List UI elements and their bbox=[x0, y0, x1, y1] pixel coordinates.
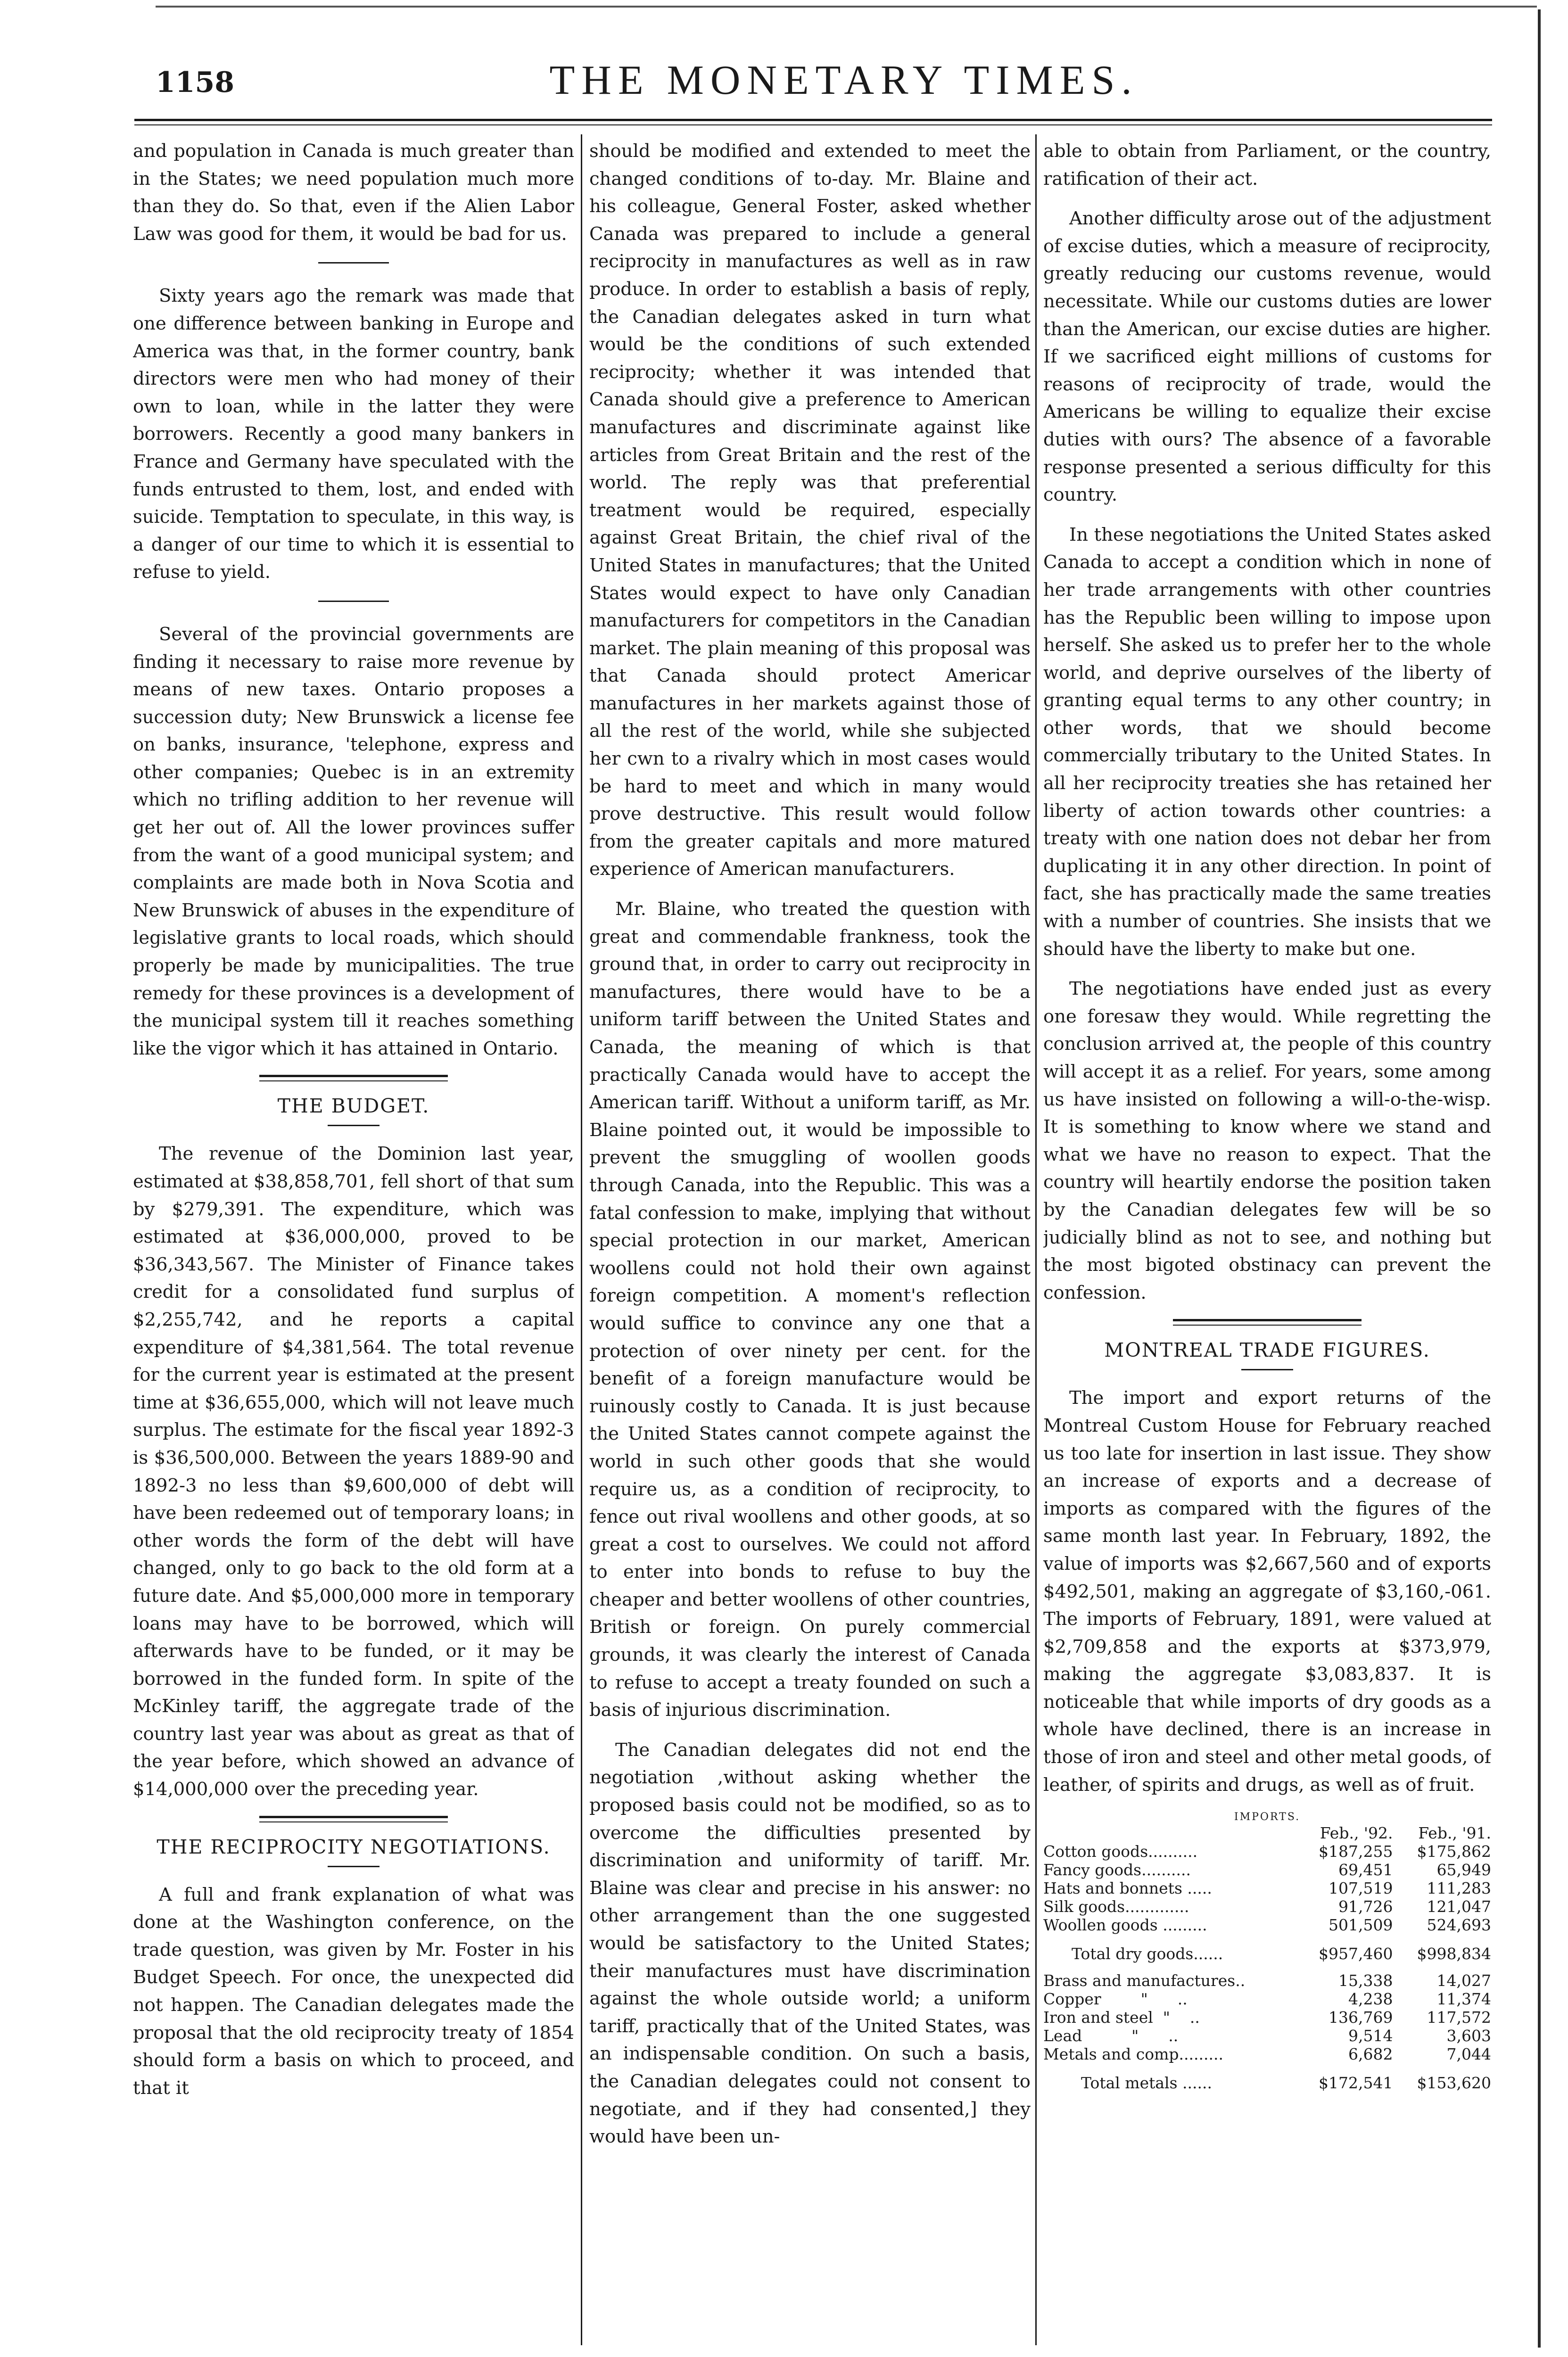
section-title-montreal: MONTREAL TRADE FIGURES. bbox=[1104, 1339, 1430, 1362]
paragraph: A full and frank explanation of what was done at the Washington conference, on the trade question, was given by Mr. Foster in his Budget Speech. For once, the unexpected did not happen. The Canadian delegates made the proposal that the old reciprocity treaty of 1854 should form a basis on which to proceed, and that it bbox=[133, 1884, 574, 2099]
paragraph: and population in Canada is much greater than in the States; we need population much more than they do. So that, even if the Alien Labor Law was good for them, it would be bad for us. bbox=[133, 140, 574, 245]
imports-table bbox=[1043, 1824, 1491, 2092]
table-row bbox=[1043, 2027, 1491, 2045]
column-3 bbox=[1043, 138, 1491, 2347]
row-label: Hats and bonnets ..... bbox=[1043, 1879, 1212, 1898]
cell-value: 14,027 bbox=[1436, 1971, 1491, 1990]
cell-value: 501,509 bbox=[1329, 1916, 1393, 1935]
cell-value: 91,726 bbox=[1338, 1897, 1393, 1916]
paragraph: Several of the provincial governments are finding it necessary to raise more revenue by means of new taxes. Ontario proposes a succession duty; New Brunswick a license fee on banks, insurance, 'telephone, express and other companies; Quebec is in an extremity which no trifling addition to her revenue will get her out of. All the lower provinces suffer from the want of a good municipal system; and complaints are made both in Nova Scotia and New Brunswick of abuses in the expenditure of legislative grants to local roads, which should properly be made by municipalities. The true remedy for these provinces is a development of the municipal system till it reaches something like the vigor which it has attained in Ontario. bbox=[133, 623, 574, 1059]
page-header bbox=[156, 57, 1532, 108]
table-row bbox=[1043, 1990, 1491, 2008]
table-row bbox=[1043, 2045, 1491, 2063]
cell-value: 136,769 bbox=[1329, 2008, 1393, 2027]
table-row bbox=[1043, 1879, 1491, 1897]
column-divider bbox=[1035, 134, 1037, 2345]
cell-value: 111,283 bbox=[1427, 1879, 1491, 1898]
table-row bbox=[1043, 1897, 1491, 1916]
imports-table-title: IMPORTS. bbox=[1234, 1811, 1301, 1823]
column-divider bbox=[581, 134, 582, 2345]
cell-value: 117,572 bbox=[1427, 2008, 1491, 2027]
paragraph: The revenue of the Dominion last year, estimated at $38,858,701, fell short of that sum by $279,391. The expenditure, which was estimated at $36,000,000, proved to be $36,343,567. The Minister of Finance takes credit for a consolidated fund surplus of $2,255,742, and he reports a capital expenditure of $4,381,564. The total revenue for the current year is estimated at the present time at $36,655,000, which will not leave much surplus. The estimate for the fiscal year 1892-3 is $36,500,000. Between the years 1889-90 and 1892-3 no less than $9,600,000 of debt will have been redeemed out of temporary loans; in other words the form of the debt will have changed, only to go back to the old form at a future date. And $5,000,000 more in temporary loans may have to be borrowed, which will afterwards have to be funded, or it may be borrowed in the funded form. In spite of the McKinley tariff, the aggregate trade of the country last year was about as great as that of the year before, which showed an advance of $14,000,000 over the preceding year. bbox=[133, 1143, 574, 1800]
section-title-reciprocity: THE RECIPROCITY NEGOTIATIONS. bbox=[157, 1835, 551, 1858]
cell-value: 524,693 bbox=[1427, 1916, 1491, 1935]
row-label: Lead " .. bbox=[1043, 2027, 1179, 2045]
table-row bbox=[1043, 1842, 1491, 1861]
column-2 bbox=[589, 138, 1031, 2347]
row-label: Copper " .. bbox=[1043, 1990, 1188, 2009]
separator bbox=[318, 262, 389, 264]
masthead: THE MONETARY TIMES. bbox=[549, 58, 1139, 103]
row-label: Total metals ...... bbox=[1081, 2074, 1212, 2093]
cell-value: 11,374 bbox=[1436, 1990, 1491, 2009]
separator bbox=[328, 1125, 380, 1126]
paragraph: Sixty years ago the remark was made that one difference between banking in Europe and America was that, in the former country, bank directors were men who had money of their own to loan, while in the latter they were borrowers. Recently a good many bankers in France and Germany have speculated with the funds entrusted to them, lost, and ended with suicide. Temptation to speculate, in this way, is a danger of our time to which it is essential to refuse to yield. bbox=[133, 285, 574, 583]
section-rule bbox=[259, 1075, 448, 1081]
separator bbox=[1241, 1369, 1293, 1370]
cell-value: $172,541 bbox=[1319, 2074, 1393, 2093]
section-rule bbox=[259, 1816, 448, 1822]
separator bbox=[318, 601, 389, 602]
section-rule bbox=[1173, 1319, 1362, 1326]
cell-value: 121,047 bbox=[1427, 1897, 1491, 1916]
separator bbox=[328, 1866, 380, 1867]
top-border bbox=[156, 6, 1537, 8]
table-header-row bbox=[1043, 1824, 1491, 1842]
header-rule-thin bbox=[134, 124, 1492, 125]
column-header: Feb., '92. bbox=[1320, 1824, 1393, 1843]
table-row bbox=[1043, 1963, 1491, 1990]
table-row bbox=[1043, 1861, 1491, 1879]
paragraph: In these negotiations the United States asked Canada to accept a condition which in none of her trade arrangements with other countries has the Republic been willing to impose upon herself. She asked us to prefer her to the whole world, and deprive ourselves of the liberty of granting equal terms to any other country; in other words, that we should become commercially tributary to the United States. In all her reciprocity treaties she has retained her liberty of action towards other countries: a treaty with one nation does not debar her from duplicating it in any other direction. In point of fact, she has practically made the same treaties with a number of countries. She insists that we should have the liberty to make but one. bbox=[1043, 524, 1491, 960]
row-label: Brass and manufactures.. bbox=[1043, 1971, 1246, 1990]
total-row bbox=[1043, 1934, 1491, 1963]
paragraph: The import and export returns of the Montreal Custom House for February reached us too late for insertion in last issue. They show an increase of exports and a decrease of imports as compared with the figures of the same month last year. In February, 1892, the value of imports was $2,667,560 and of exports $492,501, making an aggregate of $3,160,-061. The imports of February, 1891, were valued at $2,709,858 and the exports at $373,979, making the aggregate $3,083,837. It is noticeable that while imports of dry goods as a whole have declined, there is an increase in those of iron and steel and other metal goods, of leather, of spirits and drugs, as well as of fruit. bbox=[1043, 1387, 1491, 1796]
cell-value: 7,044 bbox=[1446, 2045, 1491, 2064]
cell-value: 65,949 bbox=[1436, 1861, 1491, 1879]
header-rule bbox=[134, 119, 1492, 121]
paragraph: The Canadian delegates did not end the negotiation ,without asking whether the proposed basis could not be modified, so as to overcome the difficulties presented by discrimination and uniformity of tariff. Mr. Blaine was clear and precise in his answer: no other arrangement than the one suggested would be satisfactory to the United States; their manufactures must have discrimination against the whole outside world; a uniform tariff, practically that of the United States, was an indispensable condition. On such a basis, the Canadian delegates could not consent to negotiate, and if they had consented,] they would have been un- bbox=[589, 1739, 1031, 2148]
page-edge-rule bbox=[1538, 9, 1541, 2348]
table-row bbox=[1043, 2008, 1491, 2027]
row-label: Iron and steel " .. bbox=[1043, 2008, 1200, 2027]
row-label: Woollen goods ......... bbox=[1043, 1916, 1207, 1935]
table-row bbox=[1043, 1916, 1491, 1934]
cell-value: 69,451 bbox=[1338, 1861, 1393, 1879]
cell-value: 6,682 bbox=[1348, 2045, 1393, 2064]
cell-value: 4,238 bbox=[1348, 1990, 1393, 2009]
cell-value: 3,603 bbox=[1446, 2027, 1491, 2045]
paragraph: The negotiations have ended just as every one foresaw they would. While regretting the conclusion arrived at, the people of this country will accept it as a relief. For years, some among us have insisted on following a will-o-the-wisp. It is something to know where we stand and what we have no reason to expect. That the country will heartily endorse the position taken by the Canadian delegates few will be so judicially blind as not to see, and nothing but the most bigoted obstinacy can prevent the confession. bbox=[1043, 978, 1491, 1303]
cell-value: 15,338 bbox=[1338, 1971, 1393, 1990]
paragraph: Another difficulty arose out of the adjustment of excise duties, which a measure of reciprocity, greatly reducing our customs revenue, would necessitate. While our customs duties are lower than the American, our excise duties are higher. If we sacrificed eight millions of customs for reasons of reciprocity of trade, would the Americans be willing to equalize their excise duties with ours? The absence of a favorable response presented a serious difficulty for this country. bbox=[1043, 208, 1491, 506]
row-label: Cotton goods.......... bbox=[1043, 1842, 1198, 1861]
cell-value: $175,862 bbox=[1417, 1842, 1491, 1861]
row-label: Metals and comp......... bbox=[1043, 2045, 1223, 2064]
row-label: Fancy goods.......... bbox=[1043, 1861, 1191, 1879]
cell-value: $998,834 bbox=[1417, 1945, 1491, 1963]
paragraph: Mr. Blaine, who treated the question with great and commendable frankness, took the ground that, in order to carry out reciprocity in manufactures, there would have to be a uniform tariff between the United States and Canada, the meaning of which is that practically Canada would have to accept the American tariff. Without a uniform tariff, as Mr. Blaine pointed out, it would be impossible to prevent the smuggling of woollen goods through Canada, into the Republic. This was a fatal confession to make, implying that without special protection in our market, American woollens could not hold their own against foreign competition. A moment's reflection would suffice to convince any one that a protection of over ninety per cent. for the benefit of a foreign manufacture would be ruinously costly to Canada. It is just because the United States cannot compete against the world in such other goods that she would require us, as a condition of reciprocity, to fence out rival woollens and other goods, at so great a cost to ourselves. We could not afford to enter into bonds to refuse to buy the cheaper and better woollens of other countries, British or foreign. On purely commercial grounds, it was clearly the interest of Canada to refuse to accept a treaty founded on such a basis of injurious discrimination. bbox=[589, 898, 1031, 1721]
cell-value: $957,460 bbox=[1319, 1945, 1393, 1963]
paragraph: able to obtain from Parliament, or the country, ratification of their act. bbox=[1043, 140, 1491, 190]
cell-value: 9,514 bbox=[1348, 2027, 1393, 2045]
column-header: Feb., '91. bbox=[1418, 1824, 1491, 1843]
row-label: Total dry goods...... bbox=[1072, 1945, 1223, 1963]
row-label: Silk goods............. bbox=[1043, 1897, 1189, 1916]
cell-value: $187,255 bbox=[1319, 1842, 1393, 1861]
total-row bbox=[1043, 2063, 1491, 2092]
page-number: 1158 bbox=[156, 66, 234, 99]
cell-value: $153,620 bbox=[1417, 2074, 1491, 2093]
section-title-budget: THE BUDGET. bbox=[277, 1095, 430, 1118]
cell-value: 107,519 bbox=[1329, 1879, 1393, 1898]
paragraph: should be modified and extended to meet the changed conditions of to-day. Mr. Blaine and his colleague, General Foster, asked whether Canada was prepared to include a general reciprocity in manufactures as well as in raw produce. In order to establish a basis of reply, the Canadian delegates asked in turn what would be the conditions of such extended reciprocity; whether it was intended that Canada should give a preference to American manufactures and discriminate against like articles from Great Britain and the rest of the world. The reply was that preferential treatment would be required, especially against Great Britain, the chief rival of the United States in manufactures; that the United States would expect to have only Canadian manufacturers for competitors in the Canadian market. The plain meaning of this proposal was that Canada should protect Americar manufactures in her markets against those of all the rest of the world, while she subjected her cwn to a rivalry which in most cases would be hard to meet and which in many would prove destructive. This result would follow from the greater capitals and more matured experience of American manufacturers. bbox=[589, 140, 1031, 880]
column-1 bbox=[133, 138, 574, 2347]
